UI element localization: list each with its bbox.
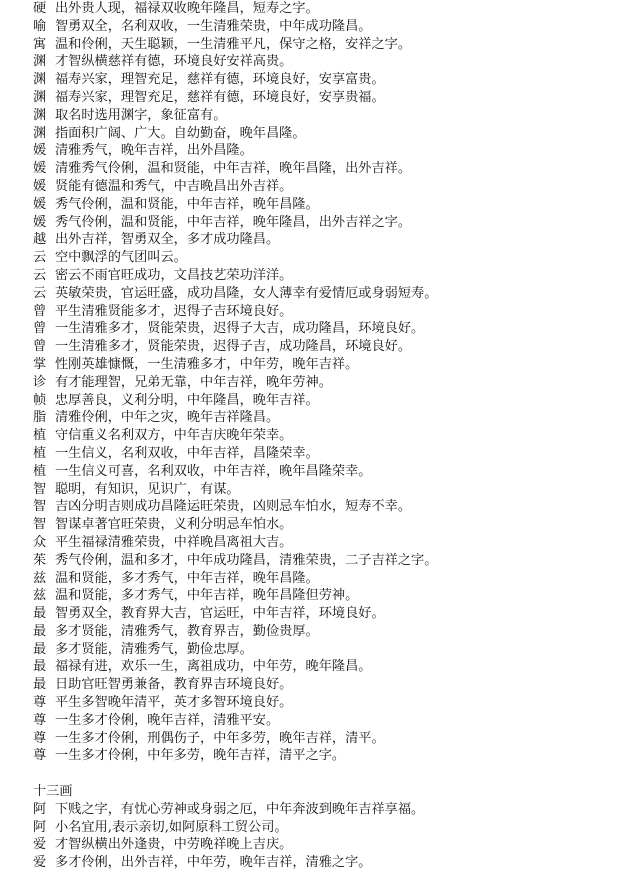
entry-row (33, 356, 613, 374)
entry-character: 渊 (33, 54, 47, 70)
entry-row (33, 516, 613, 534)
entry-description: 出外吉祥，智勇双全，多才成功隆昌。 (55, 232, 280, 248)
entry-description: 智谋卓著官旺荣贵，义利分明忌车怕水。 (55, 517, 293, 533)
entry-row (33, 819, 613, 837)
entry-description: 下贱之字，有忧心劳神或身弱之厄，中年奔波到晚年吉祥享福。 (55, 801, 425, 817)
entry-description: 智勇双全，教育界大吉，官运旺，中年吉祥，环境良好。 (55, 606, 385, 622)
entry-character: 阿 (33, 801, 47, 817)
entry-character: 掌 (33, 356, 47, 372)
entry-row (33, 125, 613, 143)
entry-character: 最 (33, 659, 47, 675)
entry-description: 指面积广阔、广大。自幼勤奋，晚年昌隆。 (55, 125, 306, 141)
entry-description: 秀气伶俐，温和贤能，中年吉祥，晚年隆昌，出外吉祥之字。 (55, 214, 412, 230)
entry-description: 一生多才伶俐，中年多劳，晚年吉祥，清平之字。 (55, 748, 346, 764)
entry-character: 众 (33, 534, 47, 550)
entry-description: 一生清雅多才，贤能荣贵，迟得子吉，成功隆昌，环境良好。 (55, 339, 412, 355)
entry-row (33, 160, 613, 178)
entry-character: 渊 (33, 107, 47, 123)
entry-list-12-strokes (33, 0, 613, 765)
entry-character: 尊 (33, 748, 47, 764)
entry-row (33, 320, 613, 338)
entry-row (33, 89, 613, 107)
entry-character: 寓 (33, 36, 47, 52)
entry-character: 渊 (33, 72, 47, 88)
entry-description: 空中飘浮的气团叫云。 (55, 250, 187, 266)
entry-character: 曾 (33, 321, 47, 337)
entry-character: 爱 (33, 855, 47, 871)
entry-row (33, 178, 613, 196)
entry-character: 云 (33, 250, 47, 266)
entry-description: 日助官旺智勇兼备，教育界吉环境良好。 (55, 677, 293, 693)
entry-description: 一生清雅多才，贤能荣贵，迟得子大吉，成功隆昌，环境良好。 (55, 321, 425, 337)
entry-description: 出外贵人现，福禄双收晚年隆昌，短寿之字。 (55, 1, 319, 16)
entry-character: 最 (33, 623, 47, 639)
entry-row (33, 267, 613, 285)
entry-description: 一生多才伶俐，刑偶伤子，中年多劳，晚年吉祥，清平。 (55, 730, 385, 746)
entry-character: 媛 (33, 178, 47, 194)
entry-character: 智 (33, 517, 47, 533)
entry-character: 茱 (33, 552, 47, 568)
entry-description: 秀气伶俐，温和多才，中年成功隆昌，清雅荣贵，二子吉祥之字。 (55, 552, 438, 568)
entry-character: 越 (33, 232, 47, 248)
entry-character: 诊 (33, 374, 47, 390)
entry-description: 性刚英雄慷慨，一生清雅多才，中年劳，晚年吉祥。 (55, 356, 359, 372)
entry-row (33, 676, 613, 694)
entry-row (33, 142, 613, 160)
entry-description: 秀气伶俐，温和贤能，中年吉祥，晚年昌隆。 (55, 196, 319, 212)
entry-description: 才智纵横慈祥有德，环境良好安祥高贵。 (55, 54, 293, 70)
entry-row (33, 605, 613, 623)
entry-character: 尊 (33, 730, 47, 746)
entry-character: 媛 (33, 161, 47, 177)
entry-description: 多才贤能，清雅秀气，勤俭忠厚。 (55, 641, 253, 657)
entry-row (33, 18, 613, 36)
entry-character: 最 (33, 641, 47, 657)
entry-row (33, 249, 613, 267)
entry-row (33, 374, 613, 392)
entry-character: 云 (33, 267, 47, 283)
section-heading: 十三画 (33, 784, 73, 800)
entry-row (33, 836, 613, 854)
entry-description: 清雅伶俐，中年之灾，晚年吉祥隆昌。 (55, 410, 280, 426)
entry-character: 智 (33, 481, 47, 497)
entry-row (33, 285, 613, 303)
entry-row (33, 53, 613, 71)
entry-row (33, 481, 613, 499)
entry-row (33, 498, 613, 516)
entry-description: 聪明，有知识，见识广，有谋。 (55, 481, 240, 497)
entry-description: 平生福禄清雅荣贵，中祥晚昌离祖大吉。 (55, 534, 293, 550)
entry-row (33, 409, 613, 427)
entry-row (33, 463, 613, 481)
entry-row (33, 534, 613, 552)
entry-description: 多才贤能，清雅秀气，教育界吉，勤俭贵厚。 (55, 623, 319, 639)
section-spacer (33, 765, 613, 783)
entry-description: 一生信义可喜，名利双收，中年吉祥，晚年昌隆荣幸。 (55, 463, 372, 479)
entry-character: 曾 (33, 339, 47, 355)
entry-row (33, 71, 613, 89)
entry-character: 尊 (33, 712, 47, 728)
entry-character: 植 (33, 445, 47, 461)
entry-row (33, 694, 613, 712)
entry-character: 最 (33, 606, 47, 622)
entry-row (33, 303, 613, 321)
entry-character: 帧 (33, 392, 47, 408)
entry-character: 兹 (33, 588, 47, 604)
entry-character: 硬 (33, 1, 47, 16)
entry-row (33, 214, 613, 232)
entry-character: 媛 (33, 143, 47, 159)
entry-description: 智勇双全，名利双收，一生清雅荣贵，中年成功隆昌。 (55, 18, 372, 34)
entry-row (33, 747, 613, 765)
entry-row (33, 587, 613, 605)
entry-description: 密云不雨官旺成功，文昌技艺荣功洋洋。 (55, 267, 293, 283)
entry-character: 媛 (33, 196, 47, 212)
entry-description: 守信重义名利双方，中年吉庆晚年荣幸。 (55, 428, 293, 444)
entry-character: 曾 (33, 303, 47, 319)
entry-character: 智 (33, 499, 47, 515)
entry-description: 温和贤能，多才秀气，中年吉祥，晚年昌隆。 (55, 570, 319, 586)
entry-row (33, 801, 613, 819)
entry-description: 平生多智晚年清平，英才多智环境良好。 (55, 695, 293, 711)
entry-description: 吉凶分明吉则成功昌隆运旺荣贵，凶则忌车怕水，短寿不幸。 (55, 499, 412, 515)
entry-character: 爱 (33, 837, 47, 853)
entry-row (33, 427, 613, 445)
entry-row (33, 196, 613, 214)
dictionary-page (33, 0, 613, 872)
entry-row (33, 641, 613, 659)
entry-description: 取名时选用渊字，象征富有。 (55, 107, 227, 123)
entry-row (33, 712, 613, 730)
entry-description: 忠厚善良，义利分明，中年隆昌，晚年吉祥。 (55, 392, 319, 408)
entry-character: 脂 (33, 410, 47, 426)
entry-character: 媛 (33, 214, 47, 230)
entry-row (33, 623, 613, 641)
entry-character: 兹 (33, 570, 47, 586)
entry-row (33, 445, 613, 463)
entry-description: 福寿兴家，理智充足，慈祥有德，环境良好，安享富贵。 (55, 72, 385, 88)
entry-character: 喻 (33, 18, 47, 34)
entry-character: 云 (33, 285, 47, 301)
entry-row (33, 231, 613, 249)
entry-list-13-strokes (33, 801, 613, 872)
entry-description: 才智纵横出外逢贵，中劳晚祥晚上吉庆。 (55, 837, 293, 853)
entry-character: 植 (33, 463, 47, 479)
entry-description: 多才伶俐，出外吉祥，中年劳，晚年吉祥，清雅之字。 (55, 855, 372, 871)
entry-character: 渊 (33, 89, 47, 105)
entry-row (33, 570, 613, 588)
entry-description: 有才能理智，兄弟无靠，中年吉祥，晚年劳神。 (55, 374, 332, 390)
entry-row (33, 107, 613, 125)
entry-description: 清雅秀气，晚年吉祥，出外昌隆。 (55, 143, 253, 159)
entry-row (33, 854, 613, 872)
entry-description: 温和伶俐，天生聪颖，一生清雅平凡，保守之格，安祥之字。 (55, 36, 412, 52)
entry-character: 植 (33, 428, 47, 444)
entry-description: 英敏荣贵，官运旺盛，成功昌隆，女人薄幸有爱情厄或身弱短寿。 (55, 285, 438, 301)
entry-row (33, 730, 613, 748)
entry-row (33, 658, 613, 676)
entry-description: 小名宜用,表示亲切,如阿原科工贸公司。 (55, 819, 288, 835)
entry-row (33, 392, 613, 410)
entry-description: 福禄有进，欢乐一生，离祖成功，中年劳，晚年隆昌。 (55, 659, 372, 675)
entry-description: 贤能有德温和秀气，中吉晚昌出外吉祥。 (55, 178, 293, 194)
entry-description: 一生信义，名利双收，中年吉祥，昌隆荣幸。 (55, 445, 319, 461)
entry-description: 平生清雅贤能多才，迟得子吉环境良好。 (55, 303, 293, 319)
entry-row (33, 36, 613, 54)
entry-character: 阿 (33, 819, 47, 835)
entry-row (33, 0, 613, 18)
entry-description: 福寿兴家，理智充足，慈祥有德，环境良好，安享贵福。 (55, 89, 385, 105)
entry-row (33, 338, 613, 356)
entry-character: 尊 (33, 695, 47, 711)
entry-description: 清雅秀气伶俐，温和贤能，中年吉祥，晚年昌隆，出外吉祥。 (55, 161, 412, 177)
entry-character: 渊 (33, 125, 47, 141)
entry-description: 一生多才伶俐，晚年吉祥，清雅平安。 (55, 712, 280, 728)
entry-description: 温和贤能，多才秀气，中年吉祥，晚年昌隆但劳神。 (55, 588, 359, 604)
entry-character: 最 (33, 677, 47, 693)
entry-row (33, 552, 613, 570)
